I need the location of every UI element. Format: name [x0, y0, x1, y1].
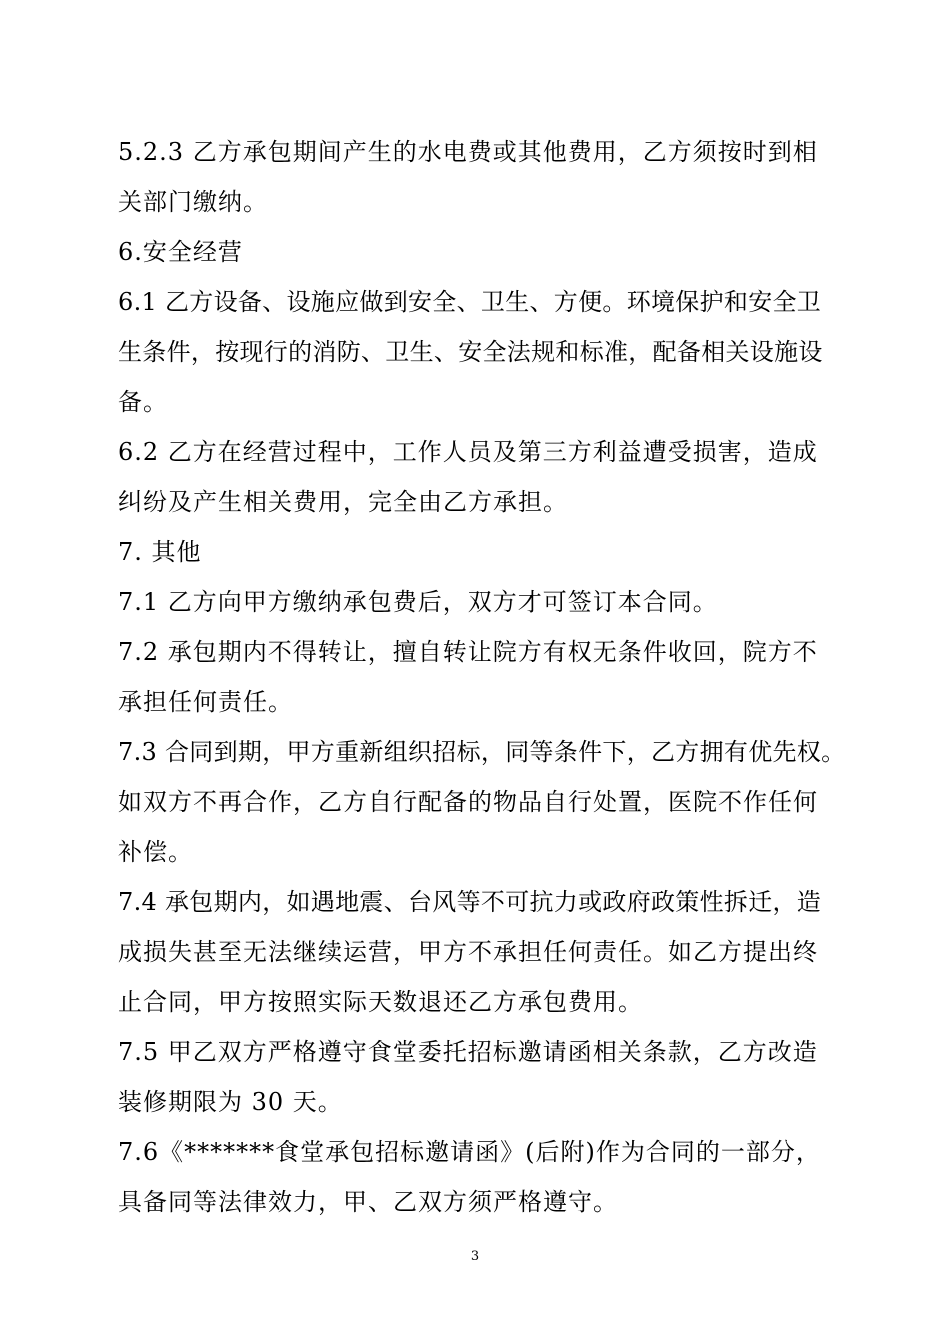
section-heading: 6.安全经营 — [118, 238, 243, 266]
text-line: 如双方不再合作，乙方自行配备的物品自行处置，医院不作任何 — [118, 788, 818, 816]
text-line: 纠纷及产生相关费用，完全由乙方承担。 — [118, 488, 568, 516]
text-line: 7.6《*******食堂承包招标邀请函》(后附)作为合同的一部分， — [118, 1138, 821, 1166]
text-line: 关部门缴纳。 — [118, 188, 268, 216]
document-body — [118, 127, 846, 1227]
text-line: 7.5 甲乙双方严格遵守食堂委托招标邀请函相关条款，乙方改造 — [118, 1038, 818, 1066]
text-line: 6.2 乙方在经营过程中，工作人员及第三方利益遭受损害，造成 — [118, 438, 818, 466]
section-heading: 7. 其他 — [118, 538, 202, 566]
text-line: 成损失甚至无法继续运营，甲方不承担任何责任。如乙方提出终 — [118, 938, 818, 966]
text-line: 止合同，甲方按照实际天数退还乙方承包费用。 — [118, 988, 643, 1016]
text-line: 7.1 乙方向甲方缴纳承包费后，双方才可签订本合同。 — [118, 588, 718, 616]
text-line: 补偿。 — [118, 838, 193, 866]
text-line: 5.2.3 乙方承包期间产生的水电费或其他费用，乙方须按时到相 — [118, 138, 818, 166]
text-line: 7.4 承包期内，如遇地震、台风等不可抗力或政府政策性拆迁，造 — [118, 888, 822, 916]
text-line: 7.2 承包期内不得转让，擅自转让院方有权无条件收回，院方不 — [118, 638, 818, 666]
text-line: 6.1 乙方设备、设施应做到安全、卫生、方便。环境保护和安全卫 — [118, 288, 822, 316]
text-line: 生条件，按现行的消防、卫生、安全法规和标准，配备相关设施设 — [118, 338, 823, 366]
text-line: 7.3 合同到期，甲方重新组织招标，同等条件下，乙方拥有优先权。 — [118, 738, 846, 766]
page-number: 3 — [470, 1249, 480, 1264]
text-line: 装修期限为 30 天。 — [118, 1088, 343, 1116]
text-line: 具备同等法律效力，甲、乙双方须严格遵守。 — [118, 1188, 618, 1216]
text-line: 备。 — [118, 388, 168, 416]
text-line: 承担任何责任。 — [118, 688, 293, 716]
